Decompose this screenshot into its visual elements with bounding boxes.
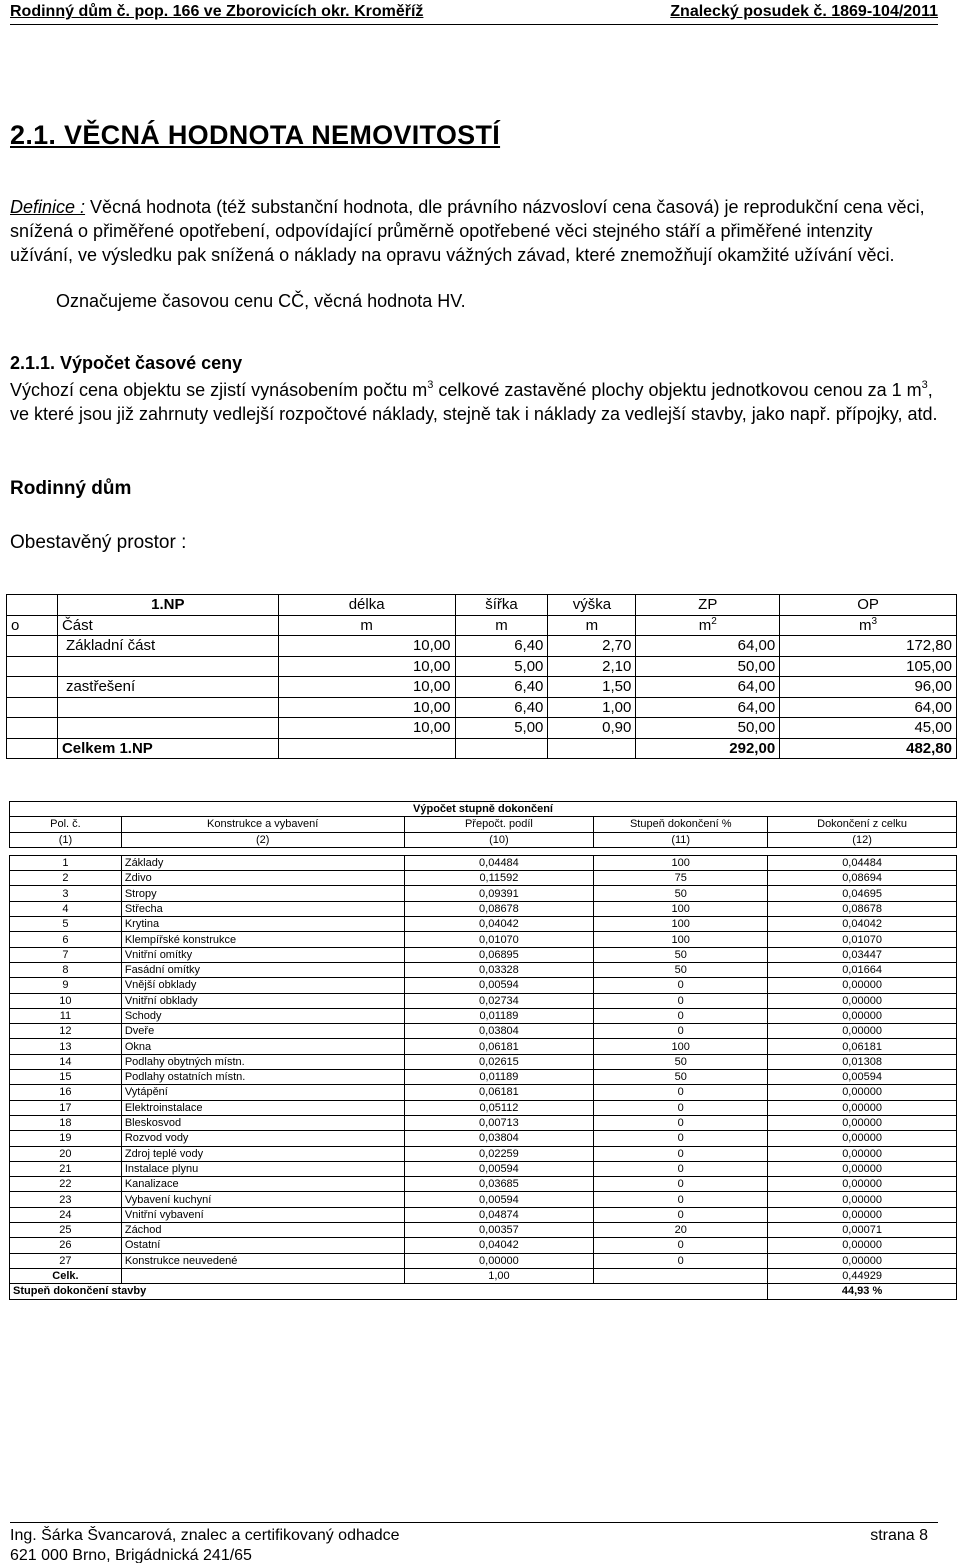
np-unit-vyska: m [548,615,636,636]
row-podil: 0,04042 [404,1238,594,1253]
table-row [10,947,957,962]
np-row-op: 172,80 [780,636,957,657]
row-stupen: 50 [594,962,768,977]
row-konstrukce: Rozvod vody [121,1131,404,1146]
row-pol: 11 [10,1008,122,1023]
row-konstrukce: Instalace plynu [121,1161,404,1176]
np-rows [7,636,957,739]
completion-header-row [10,817,957,832]
row-stupen: 0 [594,1024,768,1039]
row-pol: 22 [10,1177,122,1192]
np-part-label: Část [57,615,278,636]
row-pol: 17 [10,1100,122,1115]
row-podil: 0,00000 [404,1253,594,1268]
np-row-vyska: 0,90 [548,718,636,739]
np-unit-delka: m [278,615,455,636]
np-row [7,656,957,677]
np-row-vyska: 1,50 [548,677,636,698]
row-podil: 0,06895 [404,947,594,962]
row-konstrukce: Dveře [121,1024,404,1039]
np-row-o [7,718,58,739]
row-podil: 0,06181 [404,1039,594,1054]
completion-title: Výpočet stupně dokončení [10,802,957,817]
row-stupen: 50 [594,947,768,962]
np-row-delka: 10,00 [278,677,455,698]
np-unit-op-sup: 3 [871,616,878,628]
row-pol: 15 [10,1070,122,1085]
table-row [10,932,957,947]
np-row-o [7,677,58,698]
np-o: o [7,615,58,636]
calc-text-2: celkové zastavěné plochy objektu jednotkovou cenou za 1 m [433,380,922,400]
row-dokonceni: 0,00000 [768,993,957,1008]
completion-degree-value: 44,93 % [768,1284,957,1299]
table-row [10,871,957,886]
np-unit-zp [636,615,780,636]
np-row [7,636,957,657]
table-row [10,1177,957,1192]
np-row-part: Základní část [57,636,278,657]
np-head-vyska: výška [548,595,636,616]
calc-sup-1: 3 [427,379,434,391]
row-konstrukce: Ostatní [121,1238,404,1253]
row-dokonceni: 0,00000 [768,1100,957,1115]
np-head-zp: ZP [636,595,780,616]
np-unit-op [780,615,957,636]
np-row-part [57,718,278,739]
table-row [10,1207,957,1222]
table-row [10,1070,957,1085]
row-konstrukce: Elektroinstalace [121,1100,404,1115]
row-pol: 26 [10,1238,122,1253]
row-podil: 0,09391 [404,886,594,901]
row-pol: 20 [10,1146,122,1161]
row-konstrukce: Klempířské konstrukce [121,932,404,947]
row-stupen: 50 [594,886,768,901]
row-stupen: 0 [594,1207,768,1222]
np-row-o [7,656,58,677]
np-row-delka: 10,00 [278,718,455,739]
np-row-zp: 64,00 [636,697,780,718]
row-pol: 12 [10,1024,122,1039]
row-dokonceni: 0,00000 [768,1085,957,1100]
np-row-zp: 50,00 [636,718,780,739]
row-podil: 0,00713 [404,1115,594,1130]
space-label: Obestavěný prostor : [10,532,187,553]
np-row-op: 64,00 [780,697,957,718]
row-stupen: 50 [594,1070,768,1085]
row-dokonceni: 0,00594 [768,1070,957,1085]
row-konstrukce: Zdivo [121,871,404,886]
definition-paragraph [10,195,940,267]
row-pol: 5 [10,917,122,932]
row-podil: 0,06181 [404,1085,594,1100]
np-unit-zp-sup: 2 [711,616,717,628]
table-row [10,1100,957,1115]
np-row-o [7,636,58,657]
completion-total-blank [121,1268,404,1283]
completion-degree-label: Stupeň dokončení stavby [10,1284,768,1299]
row-podil: 0,00594 [404,1161,594,1176]
row-stupen: 0 [594,1146,768,1161]
table-row [10,962,957,977]
completion-total-value: 0,44929 [768,1268,957,1283]
header-right: Znalecký posudek č. 1869-104/2011 [670,3,938,20]
spacer-cell [10,847,957,855]
np-row-sirka: 5,00 [455,656,548,677]
row-podil: 0,00594 [404,1192,594,1207]
row-podil: 0,01189 [404,1070,594,1085]
row-dokonceni: 0,04695 [768,886,957,901]
row-dokonceni: 0,08678 [768,901,957,916]
np-row-op: 45,00 [780,718,957,739]
row-pol: 9 [10,978,122,993]
row-konstrukce: Základy [121,855,404,870]
row-dokonceni: 0,03447 [768,947,957,962]
np-row-delka: 10,00 [278,697,455,718]
row-stupen: 0 [594,1131,768,1146]
np-row-op: 96,00 [780,677,957,698]
col-konstrukce: Konstrukce a vybavení [121,817,404,832]
row-pol: 24 [10,1207,122,1222]
row-konstrukce: Stropy [121,886,404,901]
row-dokonceni: 0,00000 [768,1024,957,1039]
row-stupen: 100 [594,917,768,932]
np-row-sirka: 6,40 [455,697,548,718]
building-heading: Rodinný dům [10,478,132,499]
np-row-delka: 10,00 [278,636,455,657]
table-row [10,1008,957,1023]
row-konstrukce: Podlahy obytných místn. [121,1054,404,1069]
row-konstrukce: Záchod [121,1223,404,1238]
row-stupen: 0 [594,978,768,993]
table-row [10,901,957,916]
row-pol: 6 [10,932,122,947]
np-row [7,697,957,718]
completion-total-label: Celk. [10,1268,122,1283]
row-podil: 0,02259 [404,1146,594,1161]
header-left: Rodinný dům č. pop. 166 ve Zborovicích okr. Kroměříž [10,3,424,20]
np-total-blank-1 [278,738,455,759]
row-stupen: 0 [594,1238,768,1253]
np-row-op: 105,00 [780,656,957,677]
row-podil: 0,05112 [404,1100,594,1115]
row-konstrukce: Kanalizace [121,1177,404,1192]
np-row-part [57,656,278,677]
np-row-vyska: 1,00 [548,697,636,718]
row-pol: 2 [10,871,122,886]
row-stupen: 0 [594,1100,768,1115]
row-stupen: 75 [594,871,768,886]
np-unit-op-m: m [859,617,872,635]
row-podil: 0,03685 [404,1177,594,1192]
table-row [10,1146,957,1161]
row-pol: 10 [10,993,122,1008]
col-dokonceni: Dokončení z celku [768,817,957,832]
np-row-sirka: 6,40 [455,677,548,698]
np-total-blank-2 [455,738,548,759]
col-stupen: Stupeň dokončení % [594,817,768,832]
row-stupen: 0 [594,1177,768,1192]
table-row [10,886,957,901]
row-stupen: 0 [594,1008,768,1023]
np-head-delka: délka [278,595,455,616]
row-dokonceni: 0,01308 [768,1054,957,1069]
definition-line2: Označujeme časovou cenu CČ, věcná hodnota HV. [56,291,466,311]
np-row [7,718,957,739]
row-pol: 18 [10,1115,122,1130]
np-row-o [7,697,58,718]
row-podil: 0,00357 [404,1223,594,1238]
row-podil: 0,11592 [404,871,594,886]
row-dokonceni: 0,04042 [768,917,957,932]
np-corner [7,595,58,616]
row-konstrukce: Vnitřní obklady [121,993,404,1008]
row-konstrukce: Konstrukce neuvedené [121,1253,404,1268]
row-konstrukce: Okna [121,1039,404,1054]
code-11: (11) [594,832,768,847]
page-footer [10,1522,938,1563]
table-row [10,1238,957,1253]
row-podil: 0,03328 [404,962,594,977]
table-row [10,1039,957,1054]
row-konstrukce: Podlahy ostatních místn. [121,1070,404,1085]
table-row [10,1253,957,1268]
code-2: (2) [121,832,404,847]
table-row [10,1024,957,1039]
table-row [10,978,957,993]
row-pol: 4 [10,901,122,916]
row-podil: 0,02734 [404,993,594,1008]
row-stupen: 0 [594,1253,768,1268]
calculation-paragraph [10,374,945,426]
np-total-label: Celkem 1.NP [57,738,278,759]
np-unit-sirka: m [455,615,548,636]
row-dokonceni: 0,00000 [768,1253,957,1268]
table-row [10,1115,957,1130]
code-1: (1) [10,832,122,847]
np-total-row [7,738,957,759]
table-row [10,917,957,932]
row-konstrukce: Zdroj teplé vody [121,1146,404,1161]
row-konstrukce: Vybavení kuchyní [121,1192,404,1207]
row-konstrukce: Schody [121,1008,404,1023]
table-row [10,1223,957,1238]
np-head-sirka: šířka [455,595,548,616]
calc-sup-2: 3 [921,379,928,391]
calc-text-1: Výchozí cena objektu se zjistí vynásobením počtu m [10,380,428,400]
row-konstrukce: Fasádní omítky [121,962,404,977]
row-pol: 23 [10,1192,122,1207]
np-total-blank-3 [548,738,636,759]
row-dokonceni: 0,00071 [768,1223,957,1238]
code-12: (12) [768,832,957,847]
col-pol: Pol. č. [10,817,122,832]
row-dokonceni: 0,00000 [768,1146,957,1161]
np-row [7,677,957,698]
row-stupen: 100 [594,1039,768,1054]
np-total-empty [7,738,58,759]
row-podil: 0,04874 [404,1207,594,1222]
row-podil: 0,03804 [404,1024,594,1039]
row-podil: 0,01070 [404,932,594,947]
np-row-vyska: 2,70 [548,636,636,657]
row-pol: 8 [10,962,122,977]
subsection-heading: 2.1.1. Výpočet časové ceny [10,353,243,373]
table-row [10,1192,957,1207]
np-units-row [7,615,957,636]
row-pol: 3 [10,886,122,901]
row-pol: 19 [10,1131,122,1146]
row-dokonceni: 0,00000 [768,1131,957,1146]
np-row-sirka: 6,40 [455,636,548,657]
row-konstrukce: Bleskosvod [121,1115,404,1130]
row-dokonceni: 0,04484 [768,855,957,870]
row-stupen: 0 [594,993,768,1008]
row-dokonceni: 0,00000 [768,1238,957,1253]
table-row [10,1161,957,1176]
completion-title-row [10,802,957,817]
completion-total-blank-2 [594,1268,768,1283]
row-dokonceni: 0,00000 [768,1008,957,1023]
completion-table [9,801,957,1300]
np-table [6,594,957,759]
row-konstrukce: Vnitřní vybavení [121,1207,404,1222]
np-row-sirka: 5,00 [455,718,548,739]
row-pol: 25 [10,1223,122,1238]
row-podil: 0,04042 [404,917,594,932]
row-dokonceni: 0,00000 [768,1207,957,1222]
np-row-zp: 64,00 [636,636,780,657]
spacer-row [10,847,957,855]
row-pol: 7 [10,947,122,962]
row-pol: 16 [10,1085,122,1100]
np-floor-label: 1.NP [57,595,278,616]
code-10: (10) [404,832,594,847]
definition-text: Věcná hodnota (též substanční hodnota, dle právního názvosloví cena časová) je reprodukční cena věci, snížená o přiměřené opotřebení, odpovídající průměrně opotřebené věci stejného stáří a přiměřené intenzity užívání, ve výsledku pak snížená o náklady na opravu vážných závad, které znemožňují okamžité užívání věci. [10,197,925,265]
np-row-delka: 10,00 [278,656,455,677]
np-row-zp: 64,00 [636,677,780,698]
row-stupen: 0 [594,1085,768,1100]
completion-degree-row [10,1284,957,1299]
np-total-op: 482,80 [780,738,957,759]
row-pol: 14 [10,1054,122,1069]
row-stupen: 0 [594,1192,768,1207]
completion-rows [10,855,957,1268]
row-stupen: 0 [594,1161,768,1176]
np-total-zp: 292,00 [636,738,780,759]
row-podil: 0,02615 [404,1054,594,1069]
completion-total-row [10,1268,957,1283]
row-podil: 0,00594 [404,978,594,993]
footer-author: Ing. Šárka Švancarová, znalec a certifikovaný odhadce [10,1527,400,1544]
np-row-zp: 50,00 [636,656,780,677]
row-dokonceni: 0,01664 [768,962,957,977]
table-row [10,1085,957,1100]
definition-label: Definice : [10,197,86,217]
row-podil: 0,04484 [404,855,594,870]
np-row-part [57,697,278,718]
page-header [10,3,938,25]
completion-codes-row [10,832,957,847]
row-pol: 27 [10,1253,122,1268]
row-dokonceni: 0,01070 [768,932,957,947]
calc-text-3: , ve které jsou již zahrnuty vedlejší rozpočtové náklady, stejně tak i náklady za vedlejší stavby, jako např. přípojky, atd. [10,380,938,424]
row-pol: 13 [10,1039,122,1054]
np-header-row [7,595,957,616]
row-stupen: 20 [594,1223,768,1238]
np-unit-zp-m: m [698,617,712,635]
row-dokonceni: 0,06181 [768,1039,957,1054]
row-dokonceni: 0,00000 [768,1177,957,1192]
row-konstrukce: Střecha [121,901,404,916]
row-konstrukce: Vnější obklady [121,978,404,993]
completion-total-share: 1,00 [404,1268,594,1283]
row-pol: 1 [10,855,122,870]
row-podil: 0,08678 [404,901,594,916]
footer-address: 621 000 Brno, Brigádnická 241/65 [10,1547,252,1563]
row-konstrukce: Vytápění [121,1085,404,1100]
row-dokonceni: 0,00000 [768,1161,957,1176]
section-title: 2.1. VĚCNÁ HODNOTA NEMOVITOSTÍ [10,120,501,150]
np-row-vyska: 2,10 [548,656,636,677]
row-dokonceni: 0,08694 [768,871,957,886]
row-stupen: 100 [594,855,768,870]
row-stupen: 50 [594,1054,768,1069]
row-pol: 21 [10,1161,122,1176]
row-podil: 0,01189 [404,1008,594,1023]
table-row [10,993,957,1008]
row-dokonceni: 0,00000 [768,1192,957,1207]
row-dokonceni: 0,00000 [768,1115,957,1130]
row-stupen: 100 [594,932,768,947]
row-stupen: 0 [594,1115,768,1130]
col-podil: Přepočt. podíl [404,817,594,832]
row-dokonceni: 0,00000 [768,978,957,993]
row-konstrukce: Vnitřní omítky [121,947,404,962]
np-head-op: OP [780,595,957,616]
row-konstrukce: Krytina [121,917,404,932]
row-podil: 0,03804 [404,1131,594,1146]
np-row-part: zastřešení [57,677,278,698]
table-row [10,1054,957,1069]
table-row [10,1131,957,1146]
page-number: strana 8 [870,1527,928,1544]
table-row [10,855,957,870]
row-stupen: 100 [594,901,768,916]
